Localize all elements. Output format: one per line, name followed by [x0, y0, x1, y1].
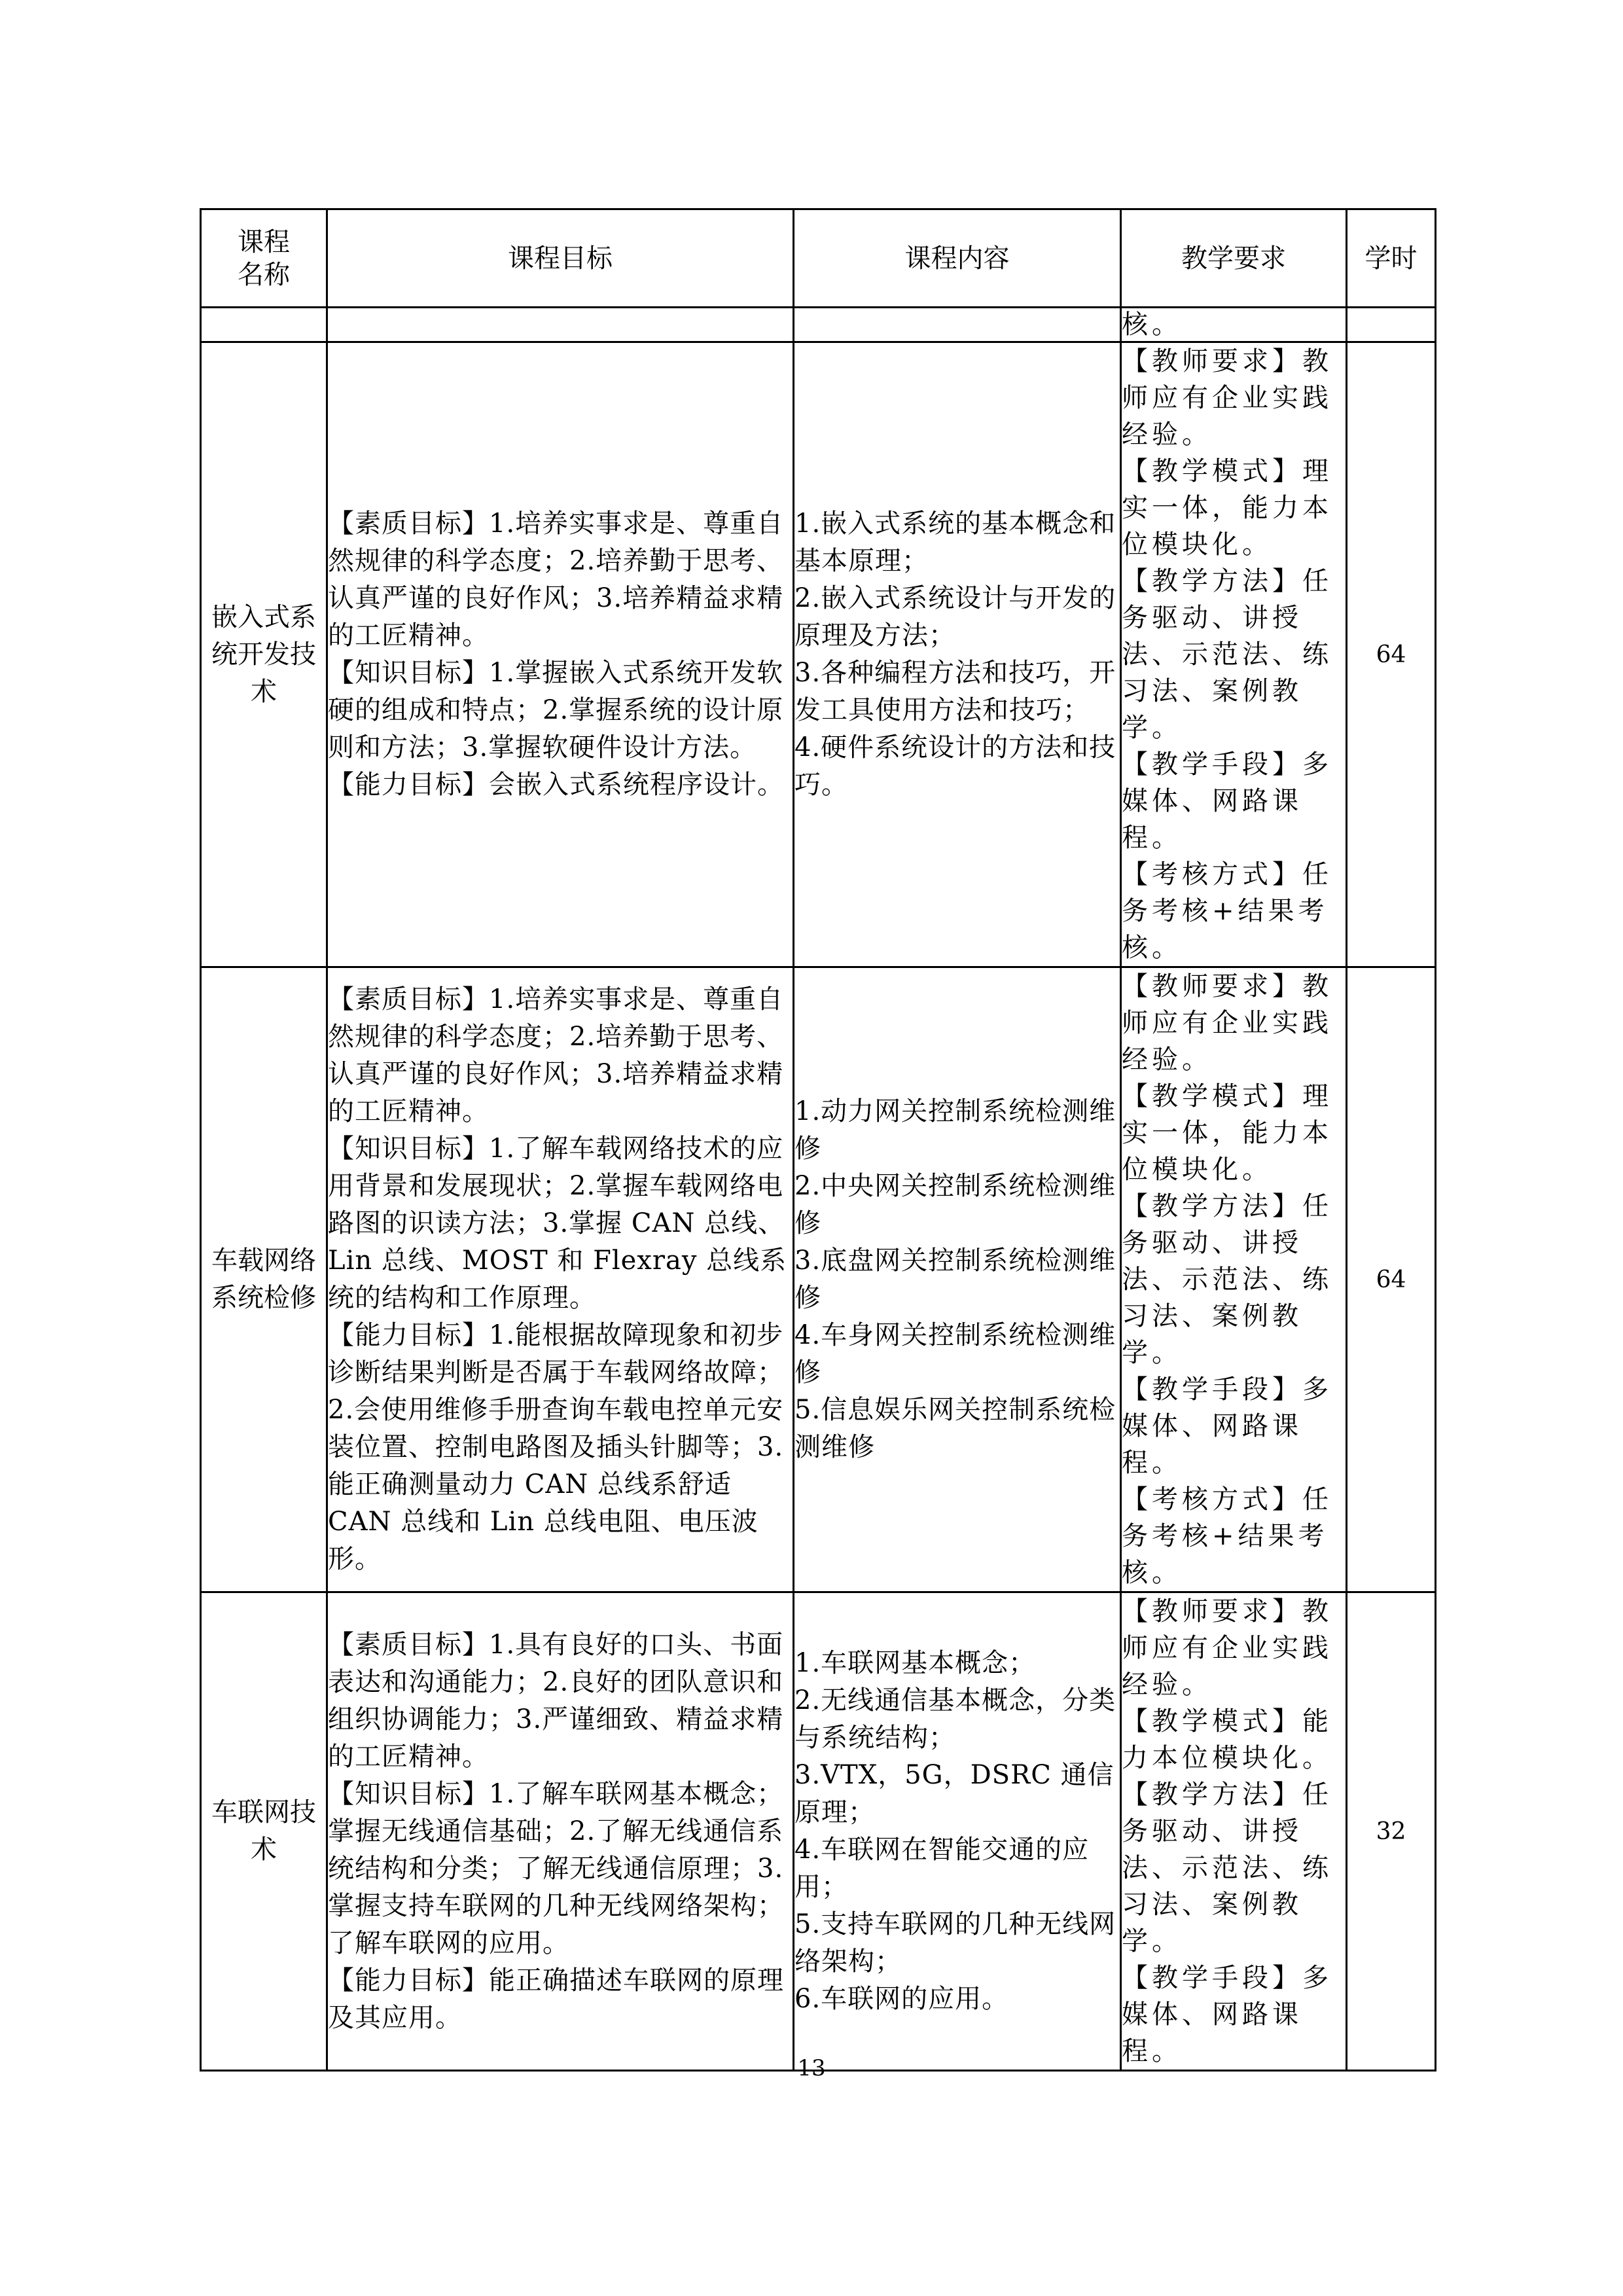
content-item: 2.嵌入式系统设计与开发的原理及方法；: [794, 583, 1116, 651]
requirement-method: 【教学方法】任务驱动、讲授法、示范法、练习法、案例教学。: [1122, 1780, 1332, 1956]
goal-knowledge: 【知识目标】1.掌握嵌入式系统开发软硬的组成和特点；2.掌握系统的设计原则和方法；3.掌握软硬件设计方法。: [328, 658, 784, 762]
continuation-name-cell: [201, 308, 327, 342]
requirement-method: 【教学方法】任务驱动、讲授法、示范法、练习法、案例教学。: [1122, 566, 1332, 743]
header-course-content: 课程内容: [794, 209, 1121, 308]
hours-cell: [1347, 342, 1436, 967]
goal-knowledge: 【知识目标】1.了解车载网络技术的应用背景和发展现状；2.掌握车载网络电路图的识读方法；3.掌握 CAN 总线、Lin 总线、MOST 和 Flexray 总线系统的结构和工作原理。: [328, 1134, 787, 1313]
content-item: 1.嵌入式系统的基本概念和基本原理；: [794, 509, 1116, 576]
table-row: [201, 342, 1436, 967]
goal-ability: 【能力目标】会嵌入式系统程序设计。: [328, 770, 784, 800]
content-item: 3.底盘网关控制系统检测维修: [794, 1246, 1116, 1313]
content-item: 4.车联网在智能交通的应用；: [794, 1835, 1090, 1902]
course-goals-cell: [327, 1592, 794, 2071]
table-row: [201, 967, 1436, 1592]
requirement-means: 【教学手段】多媒体、网路课程。: [1122, 749, 1332, 853]
course-name: 车载网络系统检修: [211, 1246, 316, 1313]
header-course-goal: 课程目标: [327, 209, 794, 308]
hours-cell: [1347, 1592, 1436, 2071]
requirement-teacher: 【教师要求】教师应有企业实践经验。: [1122, 346, 1332, 450]
course-name-cell: [201, 967, 327, 1592]
requirement-mode: 【教学模式】理实一体，能力本位模块化。: [1122, 456, 1332, 560]
requirement-assessment: 【考核方式】任务考核+结果考核。: [1122, 859, 1332, 963]
continuation-goal-cell: [327, 308, 794, 342]
hours-cell: [1347, 967, 1436, 1592]
course-content-cell: [794, 967, 1121, 1592]
requirement-means: 【教学手段】多媒体、网路课程。: [1122, 1963, 1332, 2066]
content-item: 3.VTX，5G，DSRC 通信原理；: [794, 1760, 1115, 1827]
continuation-requirements-text: 核。: [1122, 310, 1182, 340]
continuation-hours-cell: [1347, 308, 1436, 342]
goal-quality: 【素质目标】1.培养实事求是、尊重自然规律的科学态度；2.培养勤于思考、认真严谨的良好作风；3.培养精益求精的工匠精神。: [328, 509, 784, 651]
goal-ability: 【能力目标】能正确描述车联网的原理及其应用。: [328, 1965, 784, 2033]
content-item: 2.无线通信基本概念，分类与系统结构；: [794, 1685, 1116, 1753]
content-item: 6.车联网的应用。: [794, 1984, 1009, 2014]
header-course-name-text: 课程 名称: [238, 226, 290, 290]
table-row: [201, 1592, 1436, 2071]
header-hours: 学时: [1347, 209, 1436, 308]
header-teaching-requirements: 教学要求: [1121, 209, 1347, 308]
course-name-cell: [201, 1592, 327, 2071]
requirement-assessment: 【考核方式】任务考核+结果考核。: [1122, 1484, 1332, 1588]
course-name: 车联网技术: [211, 1797, 316, 1865]
continuation-content-cell: [794, 308, 1121, 342]
hours-value: 32: [1376, 1818, 1406, 1845]
goal-quality: 【素质目标】1.培养实事求是、尊重自然规律的科学态度；2.培养勤于思考、认真严谨的良好作风；3.培养精益求精的工匠精神。: [328, 984, 784, 1126]
content-item: 5.支持车联网的几种无线网络架构；: [794, 1909, 1116, 1977]
course-goals-cell: [327, 342, 794, 967]
requirement-method: 【教学方法】任务驱动、讲授法、示范法、练习法、案例教学。: [1122, 1191, 1332, 1368]
hours-value: 64: [1376, 641, 1406, 668]
content-item: 2.中央网关控制系统检测维修: [794, 1171, 1116, 1238]
requirement-mode: 【教学模式】理实一体，能力本位模块化。: [1122, 1081, 1332, 1185]
goal-knowledge: 【知识目标】1.了解车联网基本概念；掌握无线通信基础；2.了解无线通信系统结构和分类；了解无线通信原理；3.掌握支持车联网的几种无线网络架构；了解车联网的应用。: [328, 1778, 784, 1958]
goal-quality: 【素质目标】1.具有良好的口头、书面表达和沟通能力；2.良好的团队意识和组织协调能力；3.严谨细致、精益求精的工匠精神。: [328, 1629, 784, 1772]
requirement-teacher: 【教师要求】教师应有企业实践经验。: [1122, 1596, 1332, 1700]
requirement-teacher: 【教师要求】教师应有企业实践经验。: [1122, 971, 1332, 1075]
goal-ability: 【能力目标】1.能根据故障现象和初步诊断结果判断是否属于车载网络故障；2.会使用维修手册查询车载电控单元安装位置、控制电路图及插头针脚等；3.能正确测量动力 CAN 总线系舒适 CAN 总线和 Lin 总线电阻、电压波形。: [328, 1320, 784, 1574]
teaching-requirements-cell: [1121, 1592, 1347, 2071]
course-content-cell: [794, 1592, 1121, 2071]
requirement-mode: 【教学模式】能力本位模块化。: [1122, 1706, 1332, 1773]
continuation-requirements-cell: [1121, 308, 1347, 342]
requirement-means: 【教学手段】多媒体、网路课程。: [1122, 1374, 1332, 1478]
course-name: 嵌入式系统开发技术: [211, 601, 316, 707]
content-item: 3.各种编程方法和技巧，开发工具使用方法和技巧；: [794, 658, 1116, 725]
page-number: 13: [797, 2055, 826, 2081]
course-name-cell: [201, 342, 327, 967]
content-item: 4.硬件系统设计的方法和技巧。: [794, 732, 1116, 800]
header-row: [201, 209, 1436, 308]
course-table: [200, 208, 1436, 2072]
teaching-requirements-cell: [1121, 967, 1347, 1592]
content-item: 5.信息娱乐网关控制系统检测维修: [794, 1395, 1116, 1462]
continuation-row: [201, 308, 1436, 342]
course-content-cell: [794, 342, 1121, 967]
content-item: 4.车身网关控制系统检测维修: [794, 1320, 1116, 1388]
teaching-requirements-cell: [1121, 342, 1347, 967]
header-course-name: [201, 209, 327, 308]
content-item: 1.车联网基本概念；: [794, 1648, 1036, 1678]
course-goals-cell: [327, 967, 794, 1592]
content-item: 1.动力网关控制系统检测维修: [794, 1096, 1116, 1164]
hours-value: 64: [1376, 1266, 1406, 1293]
